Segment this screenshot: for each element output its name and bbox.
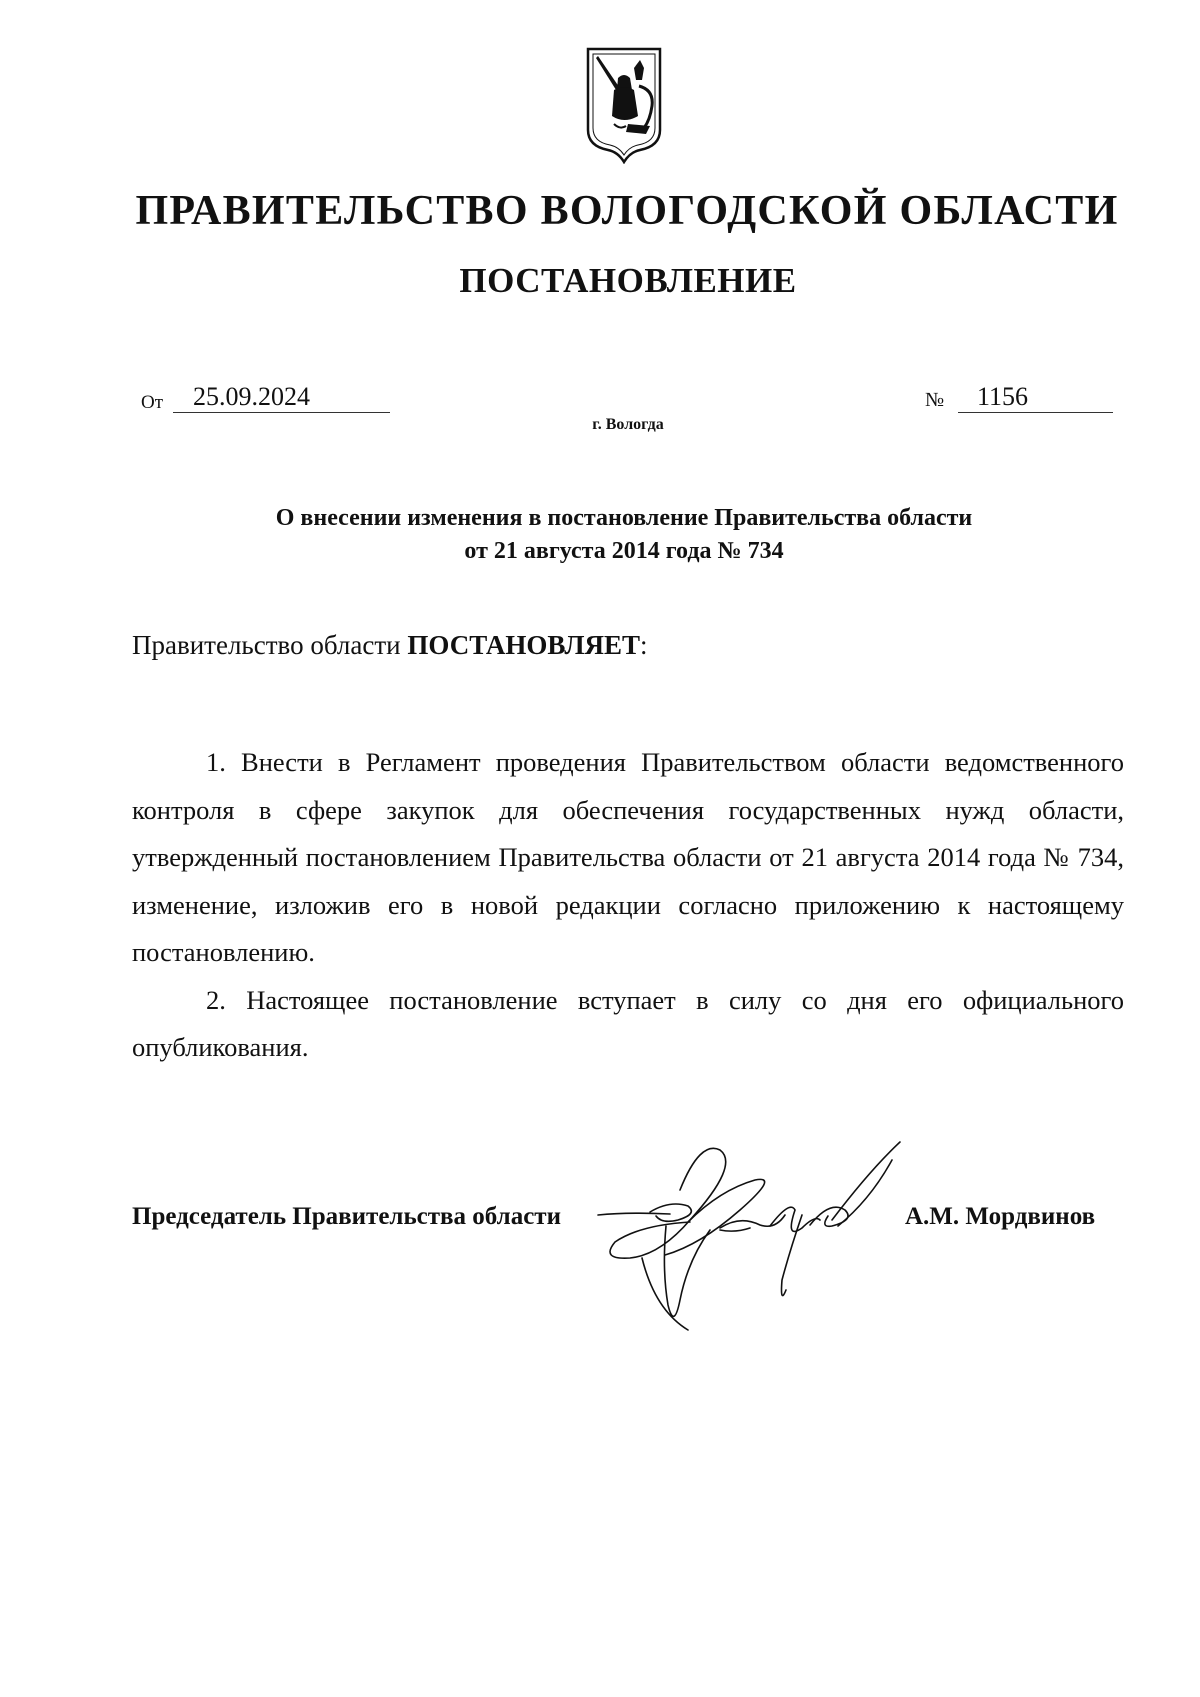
date-label: От: [141, 392, 164, 413]
document-subject: [150, 502, 1098, 568]
signatory-name: А.М. Мордвинов: [905, 1203, 1096, 1230]
document-date: 25.09.2024: [193, 382, 310, 411]
subject-line-1: О внесении изменения в постановление Правительства области: [275, 505, 973, 531]
document-type-heading: ПОСТАНОВЛЕНИЕ: [459, 261, 797, 300]
coat-of-arms-icon: [584, 46, 664, 164]
preamble: [132, 628, 648, 662]
subject-line-2: от 21 августа 2014 года № 734: [464, 538, 784, 564]
preamble-emphasis: ПОСТАНОВЛЯЕТ: [407, 630, 640, 660]
handwritten-signature-icon: [570, 1130, 930, 1335]
paragraph-1: 1. Внести в Регламент проведения Правительством области ведомственного контроля в сфере закупок для обеспечения государственных нужд области, утвержденный постановлением Правительства области от 21 августа 2014 года № 734, изменение, изложив его в новой редакции согласно приложению к настоящему постановлению.: [132, 747, 1124, 967]
preamble-punct: :: [639, 630, 648, 660]
signatory-position: Председатель Правительства области: [132, 1203, 561, 1230]
city-label: г. Вологда: [592, 416, 664, 433]
preamble-text: Правительство области: [132, 630, 408, 660]
document-body: [132, 739, 1124, 1072]
date-underline: [173, 412, 390, 413]
number-underline: [958, 412, 1113, 413]
document-number: 1156: [977, 382, 1029, 411]
organization-title: ПРАВИТЕЛЬСТВО ВОЛОГОДСКОЙ ОБЛАСТИ: [135, 188, 1119, 234]
paragraph-2: 2. Настоящее постановление вступает в силу со дня его официального опубликования.: [132, 984, 1124, 1062]
number-label: №: [925, 389, 945, 411]
